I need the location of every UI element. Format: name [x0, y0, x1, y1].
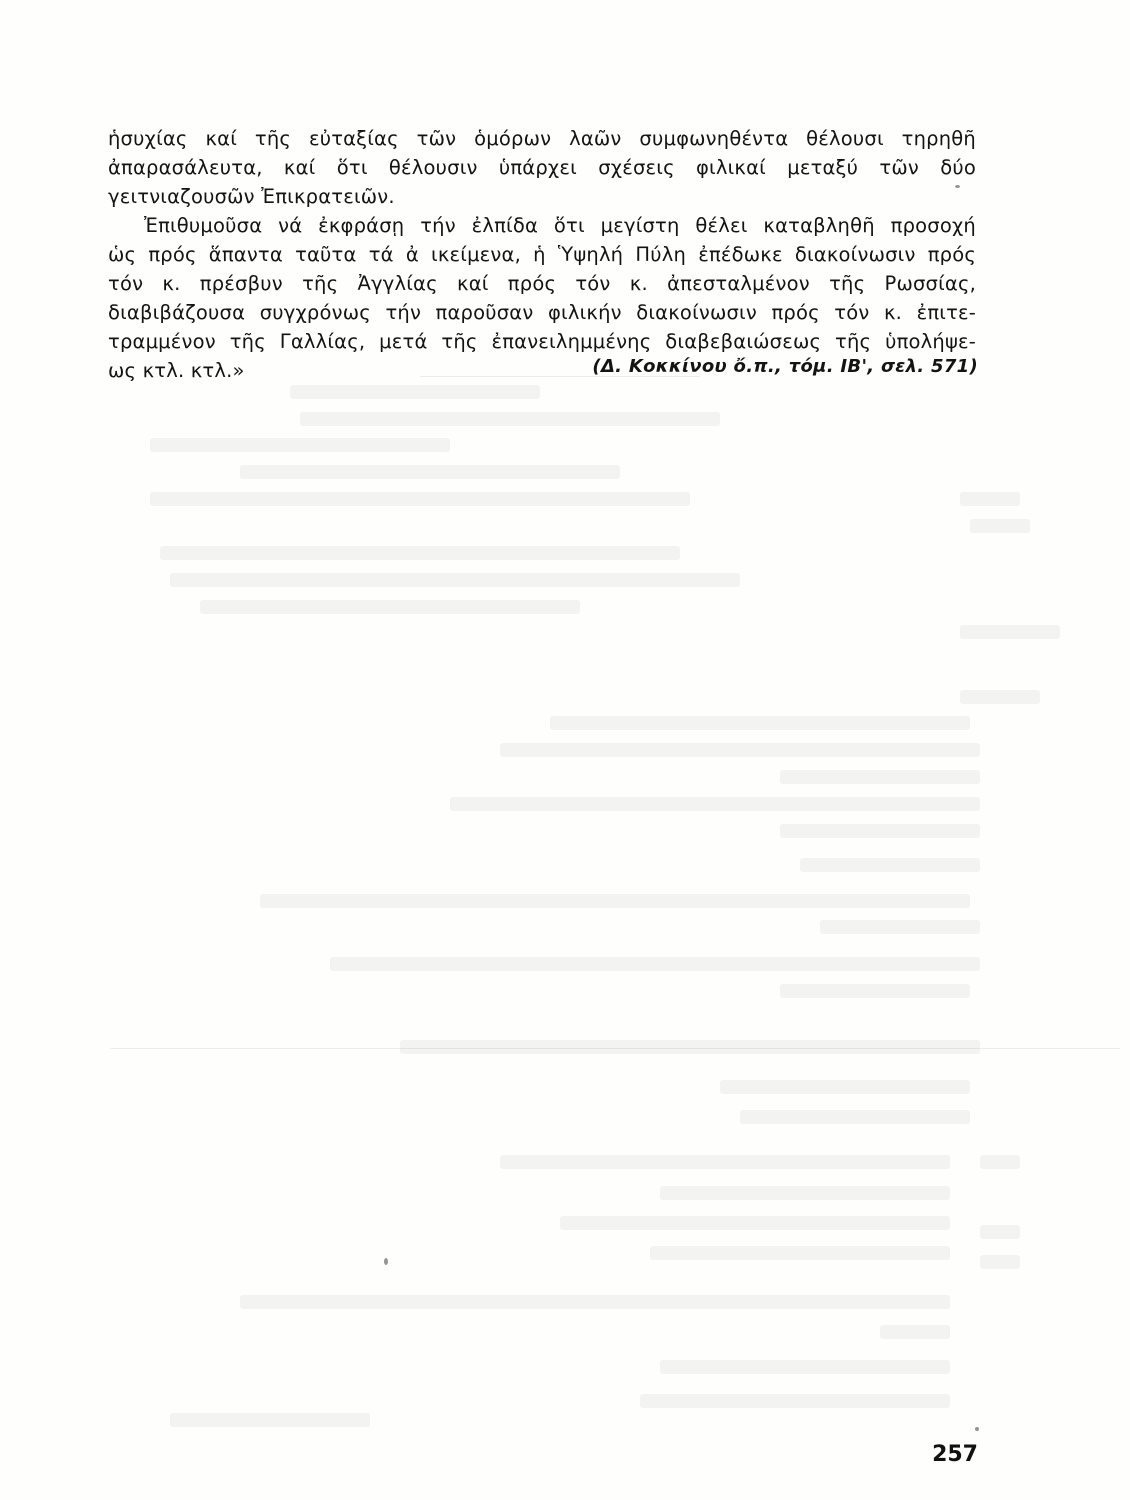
text-line: τραμμένον τῆς Γαλλίας, μετά τῆς ἐπανειλημμένης διαβεβαιώσεως τῆς ὑπολήψε-	[108, 330, 976, 353]
scan-speck	[955, 185, 960, 188]
scan-speck	[975, 1427, 979, 1431]
text-line: ἡσυχίας καί τῆς εὐταξίας τῶν ὁμόρων λαῶν συμφωνηθέντα θέλουσι τηρηθῆ	[108, 127, 976, 150]
text-line: ὡς πρός ἅπαντα ταῦτα τά ἀ ικείμενα, ἡ Ὑψηλή Πύλη ἐπέδωκε διακοίνωσιν πρός	[108, 243, 976, 266]
text-line: διαβιβάζουσα συγχρόνως τήν παροῦσαν φιλικήν διακοίνωσιν πρός τόν κ. ἐπιτε-	[108, 301, 976, 324]
text-line: τόν κ. πρέσβυν τῆς Ἀγγλίας καί πρός τόν κ. ἀπεσταλμένον τῆς Ρωσσίας,	[108, 272, 976, 295]
text-line: ἀπαρασάλευτα, καί ὅτι θέλουσιν ὑπάρχει σχέσεις φιλικαί μεταξύ τῶν δύο	[108, 156, 976, 179]
text-line: γειτνιαζουσῶν Ἐπικρατειῶν.	[108, 185, 395, 208]
text-line: Ἐπιθυμοῦσα νά ἐκφράσῃ τήν ἐλπίδα ὅτι μεγίστη θέλει καταβληθῆ προσοχή	[144, 214, 976, 237]
text-line: ως κτλ. κτλ.»	[108, 359, 245, 382]
body-text	[108, 124, 976, 385]
page-number: 257	[932, 1442, 978, 1467]
scan-speck	[384, 1258, 388, 1265]
citation: (Δ. Κοκκίνου ὄ.π., τόμ. ΙΒ', σελ. 571)	[592, 356, 978, 377]
